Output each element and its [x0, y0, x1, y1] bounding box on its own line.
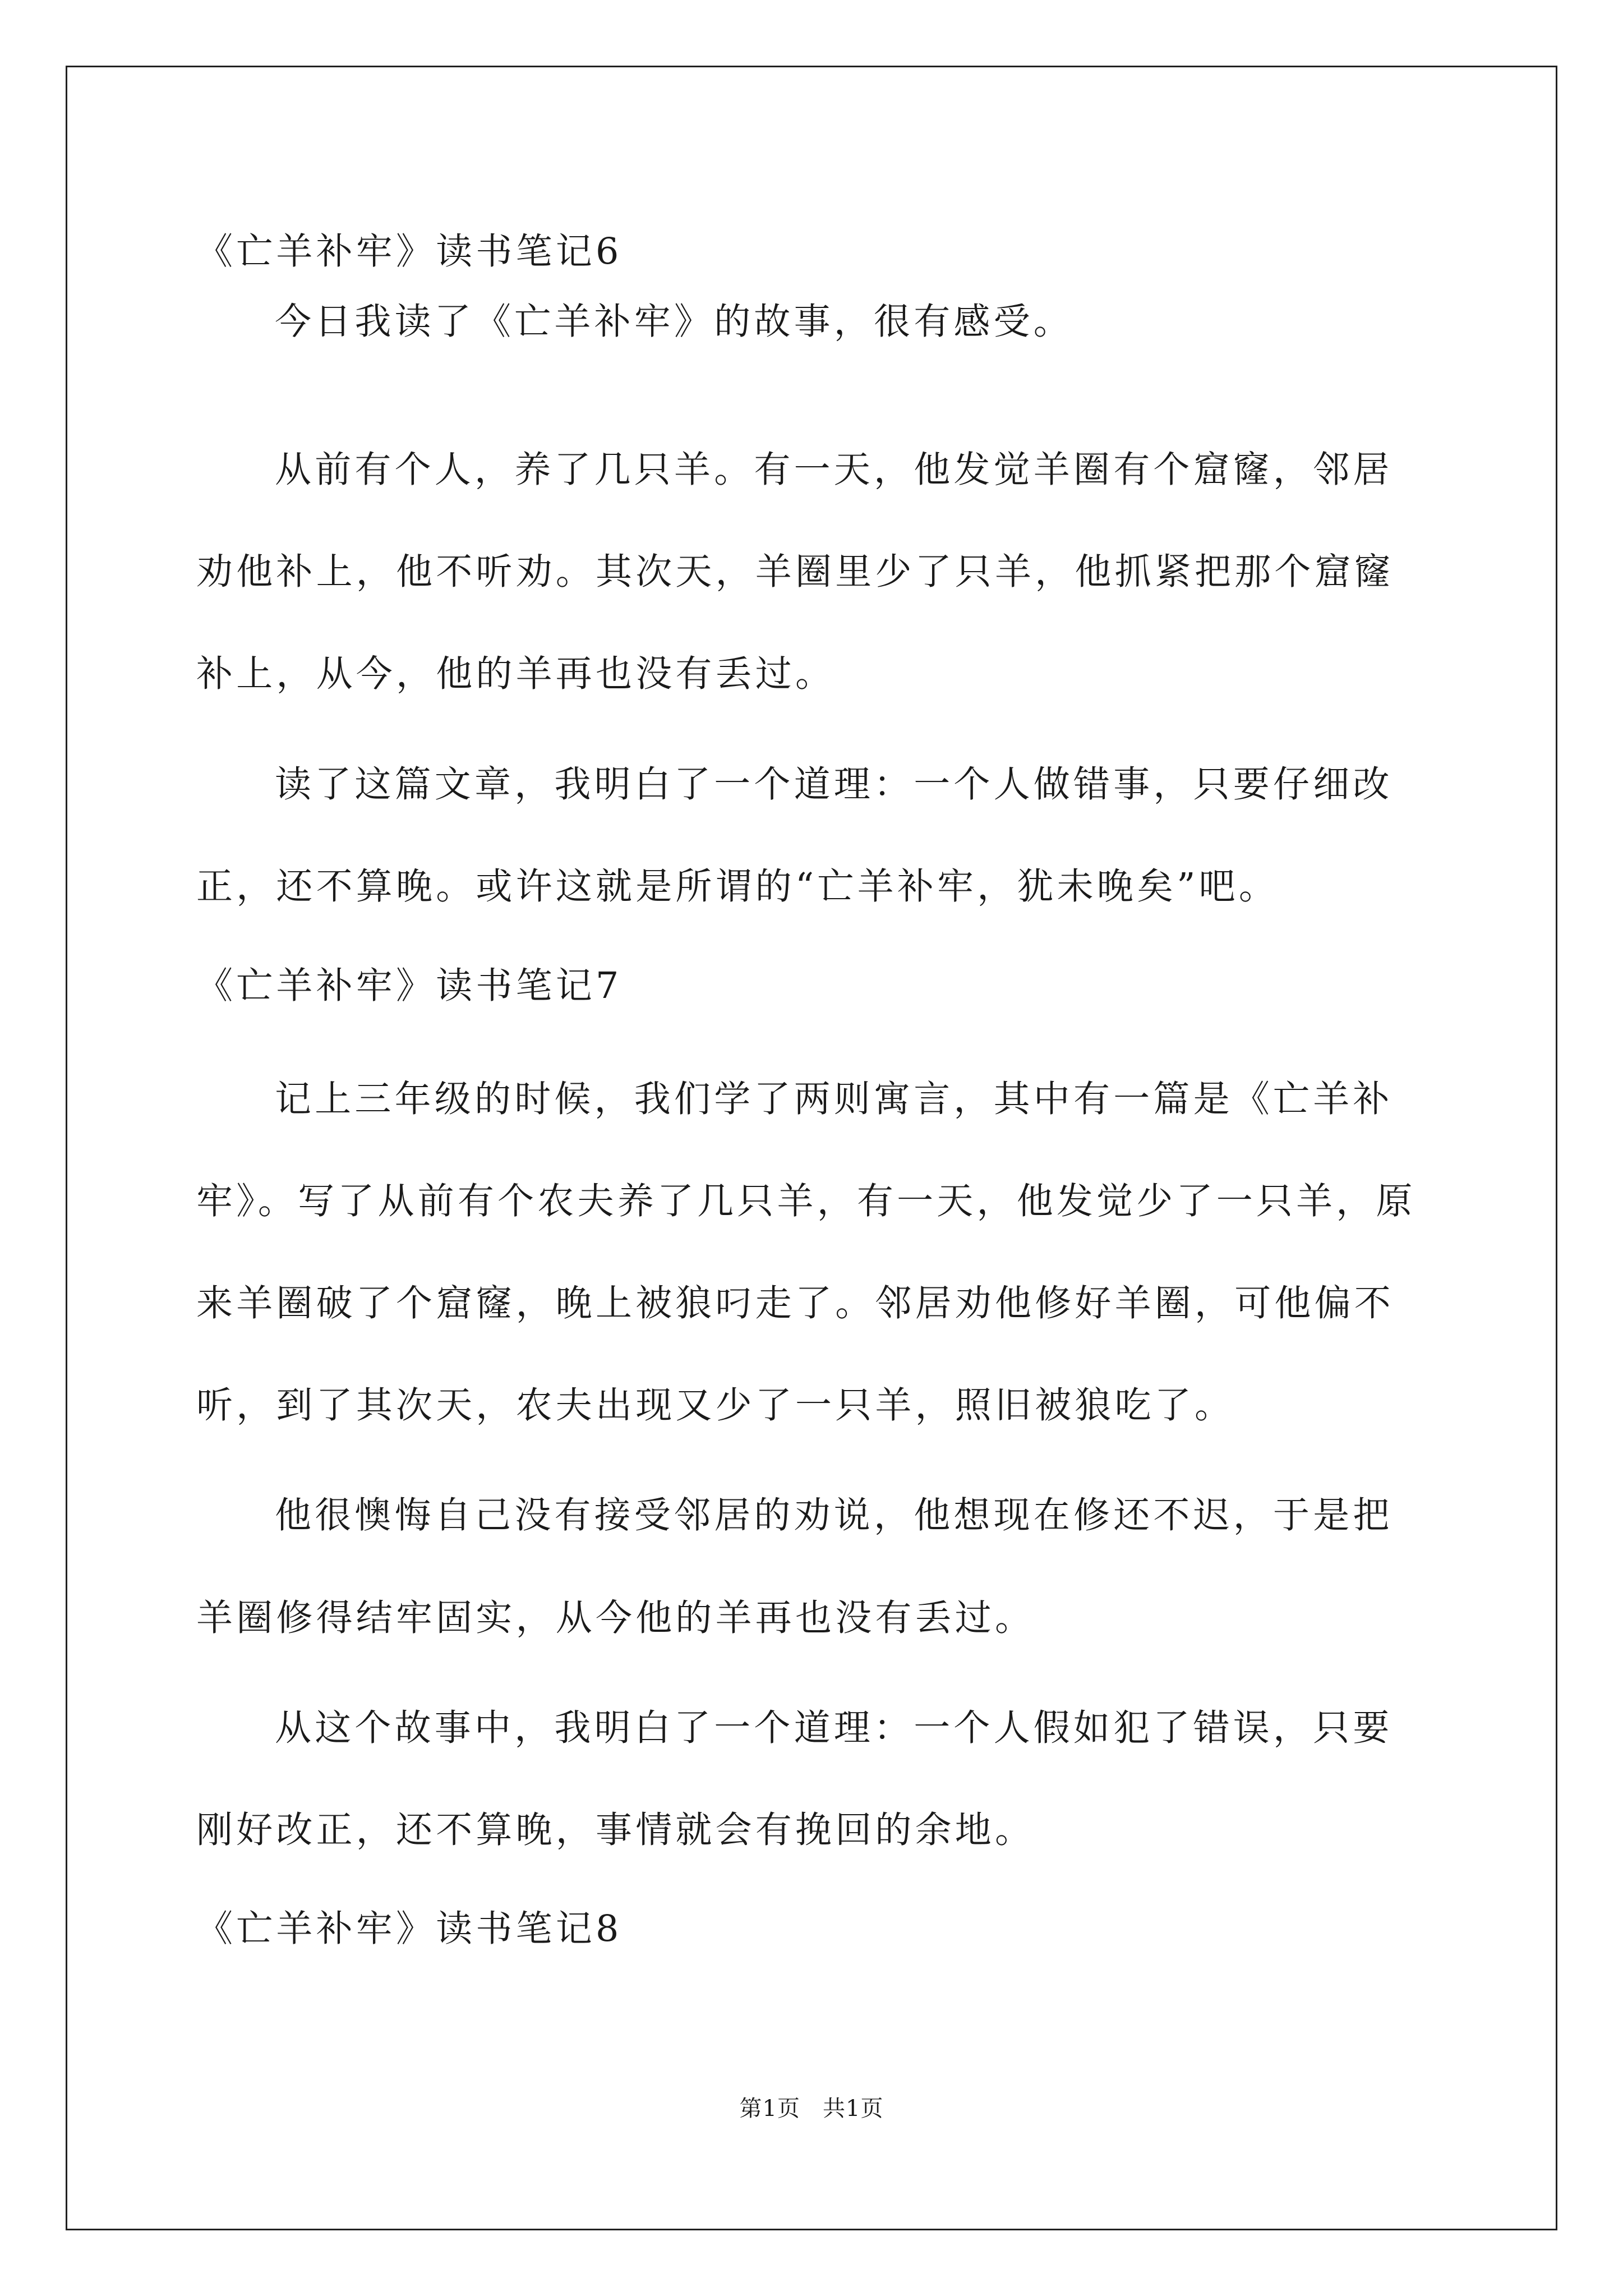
paragraph-line: 羊圈修得结牢固实，从今他的羊再也没有丢过。: [196, 1597, 1035, 1639]
paragraph-line: 牢》。写了从前有个农夫养了几只羊，有一天，他发觉少了一只羊，原: [196, 1180, 1416, 1222]
section-heading: 《亡羊补牢》读书笔记6: [196, 231, 623, 273]
paragraph-line: 今日我读了《亡羊补牢》的故事，很有感受。: [275, 301, 1074, 343]
section-heading: 《亡羊补牢》读书笔记7: [196, 965, 623, 1007]
paragraph-line: 从前有个人，养了几只羊。有一天，他发觉羊圈有个窟窿，邻居: [275, 449, 1393, 491]
page-number: 第1页: [739, 2096, 800, 2122]
paragraph-line: 听，到了其次天，农夫出现又少了一只羊，照旧被狼吃了。: [196, 1384, 1235, 1427]
page-total: 共1页: [823, 2096, 884, 2122]
paragraph-line: 从这个故事中，我明白了一个道理：一个人假如犯了错误，只要: [275, 1707, 1393, 1749]
paragraph-line: 正，还不算晚。或许这就是所谓的“亡羊补牢，犹未晚矣”吧。: [196, 866, 1279, 908]
paragraph-line: 补上，从今，他的羊再也没有丢过。: [196, 653, 836, 695]
page-footer: [0, 2095, 1623, 2123]
page-border: [66, 66, 1557, 2230]
paragraph-line: 刚好改正，还不算晚，事情就会有挽回的余地。: [196, 1809, 1035, 1851]
paragraph-line: 劝他补上，他不听劝。其次天，羊圈里少了只羊，他抓紧把那个窟窿: [196, 551, 1395, 593]
section-heading: 《亡羊补牢》读书笔记8: [196, 1908, 623, 1950]
paragraph-line: 读了这篇文章，我明白了一个道理：一个人做错事，只要仔细改: [275, 763, 1393, 806]
paragraph-line: 他很懊悔自己没有接受邻居的劝说，他想现在修还不迟，于是把: [275, 1494, 1393, 1536]
paragraph-line: 记上三年级的时候，我们学了两则寓言，其中有一篇是《亡羊补: [275, 1078, 1393, 1120]
paragraph-line: 来羊圈破了个窟窿，晚上被狼叼走了。邻居劝他修好羊圈，可他偏不: [196, 1282, 1395, 1324]
